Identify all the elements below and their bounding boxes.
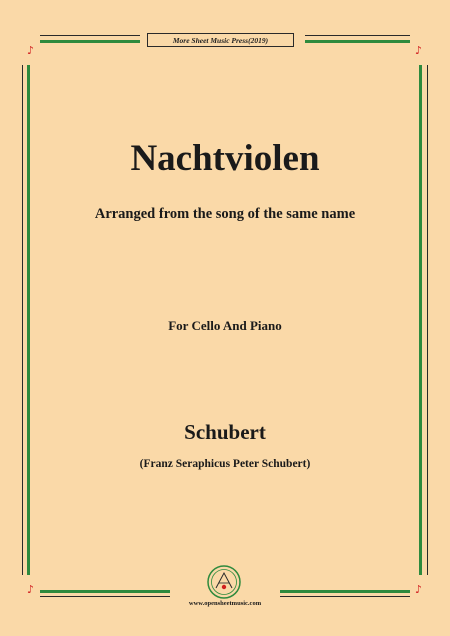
top-left-border-line [40, 35, 140, 36]
music-note-icon: ♪ [415, 44, 423, 57]
top-right-border-line [305, 35, 410, 36]
music-note-icon: ♪ [27, 44, 35, 57]
bottom-right-border-line [280, 596, 410, 597]
website-url: www.opensheetmusic.com [188, 600, 262, 607]
bottom-left-border-line [40, 596, 170, 597]
composer-name: Schubert [184, 420, 266, 444]
music-logo-icon [206, 564, 242, 600]
instrumentation-label: For Cello And Piano [168, 318, 282, 333]
bottom-right-border-bar [280, 590, 410, 593]
piece-title: Nachtviolen [130, 138, 320, 179]
top-right-border-bar [305, 40, 410, 43]
publisher-label: More Sheet Music Press(2019) [147, 33, 294, 47]
top-left-border-bar [40, 40, 140, 43]
piece-subtitle: Arranged from the song of the same name [94, 206, 356, 222]
composer-full-name: (Franz Seraphicus Peter Schubert) [139, 458, 311, 470]
music-note-icon: ♪ [27, 583, 35, 596]
bottom-left-border-bar [40, 590, 170, 593]
music-note-icon: ♪ [415, 583, 423, 596]
